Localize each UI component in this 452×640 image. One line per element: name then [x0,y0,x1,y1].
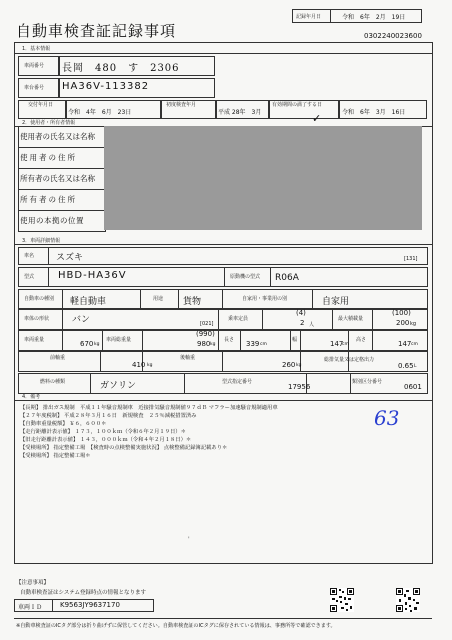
remarks-line-7: 【受検場所】 指定整備工場＊ [20,453,91,459]
first-reg-value: 平成 28年 3月 [218,109,262,116]
displacement-value: 0.65 [398,362,414,370]
maxload-value: 200 [396,319,410,327]
qr-code-1 [330,588,354,612]
section1-heading: 1．基本情報 [22,46,51,52]
first-reg-label: 初度検査年月 [166,102,197,108]
rear-axle-label: 後軸重 [180,355,196,361]
gross-label: 車両総重量 [106,337,132,343]
maker-value: スズキ [56,253,84,263]
section2-heading: 2．使用者・所有者情報 [22,120,76,126]
expiry-label: 有効期間の満了する日 [272,102,323,108]
section3-heading: 3．車両詳細情報 [22,238,61,244]
rear-axle-unit: kg [296,363,302,368]
length-unit: cm [260,342,267,347]
model-label: 型式 [24,274,35,280]
remarks-line-3: 【自動車重量税額】 ￥６，６００＊ [20,421,107,427]
vehicle-id-value: K9563JY9637170 [60,601,120,609]
displacement-label: 総排気量又は定格出力 [324,357,375,363]
handwritten-number: 63 [374,406,400,430]
qr-code-2 [396,588,420,612]
category-label: 自動車の種別 [24,296,55,302]
front-axle-unit: kg [147,363,153,368]
height-value: 147 [398,340,412,348]
notice-line: 自動車検査証はシステム登録時点の情報となります [20,590,146,596]
front-axle-value: 410 [132,361,146,369]
stray-mark: ' [188,536,190,543]
height-unit: cm [411,342,418,347]
engine-label: 原動機の型式 [230,274,261,280]
issue-value: 令和 4年 6月 23日 [68,109,132,116]
engine-value: R06A [275,273,299,283]
rear-axle-value: 260 [282,361,296,369]
capacity-label: 乗車定員 [228,316,249,322]
plate-label: 車両番号 [24,63,45,69]
business-label: 自家用・事業用の別 [242,296,288,302]
vehicle-id-label: 車両ＩＤ [18,604,43,611]
width-label: 幅 [292,337,298,343]
expiry-value: 令和 6年 3月 16日 [342,109,406,116]
bottom-note: ※自動車検査証のICタグ部分は折り曲げずに保管してください。自動車検査証のICタグに保存されている情報は、事務所等で確認できます。 [16,623,336,629]
plate-value: 長岡 480 す 2306 [62,63,180,74]
user-name-label: 使用者の氏名又は名称 [20,132,95,141]
record-date-label: 記録年月日 [296,14,322,20]
fuel-label: 燃料の種類 [40,379,66,385]
business-value: 自家用 [322,297,350,307]
body-code: [021] [200,321,214,327]
maxload-label: 最大積載量 [338,316,364,322]
owner-name-label: 所有者の氏名又は名称 [20,174,95,183]
capacity-value: 2 [300,319,305,327]
fuel-value: ガソリン [100,381,137,391]
weight-value: 670 [80,340,94,348]
section4-heading: 4．備考 [22,394,41,400]
remarks-line-1: 【長期】 排出ガス規制 平成１１年騒音規制車 近接排気騒音規制値９７ｄＢ マフラー加速騒音規制適用車 [20,405,278,411]
maker-label: 車名 [24,253,35,259]
gross-unit: kg [210,342,216,347]
capacity-top: (4) [296,309,306,317]
body-label: 車体の形状 [24,316,50,322]
remarks-line-2: 【２７年度税制】 平成２８年３月１６日 新規検査 ２５％減税措置済み [20,413,197,419]
base-location-label: 使用の本拠の位置 [20,216,84,225]
issue-label: 交付年月日 [28,102,54,108]
use-value: 貨物 [183,297,202,307]
owner-address-label: 所有者の住所 [20,195,77,204]
weight-unit: kg [94,342,100,347]
chassis-label: 車台番号 [24,85,45,91]
class-label: 類別区分番号 [352,379,383,385]
category-value: 軽自動車 [70,297,107,307]
length-label: 長さ [224,337,235,343]
front-axle-label: 前軸重 [50,355,66,361]
maxload-top: (100) [392,309,411,317]
use-label: 用途 [153,296,164,302]
user-address-label: 使用者の住所 [20,153,77,162]
chassis-value: HA36V-113382 [62,81,150,92]
maker-code: [131] [404,256,418,262]
document-title: 自動車検査証記録事項 [16,22,177,40]
weight-label: 車両重量 [24,337,45,343]
remarks-line-4: 【走行距離計表示値】 １７３，１００ｋｍ（令和６年２月１９日）＊ [20,429,186,435]
capacity-unit: 人 [309,322,315,328]
remarks-line-6: 【受検場所】 指定整備工場 【検査時の点検整備実施状況】 点検整備記録簿記載あり＊ [20,445,228,451]
model-value: HBD-HA36V [58,270,127,281]
redacted-owner-block [104,126,422,230]
notice-heading: 【注意事項】 [16,580,50,586]
displacement-unit: L [414,364,417,369]
document-number: 0302240023600 [364,32,422,40]
class-value: 0601 [404,383,422,391]
remarks-line-5: 【旧走行距離計表示値】 １４３，０００ｋｍ（令和４年２月１８日）＊ [20,437,192,443]
length-value: 339 [246,340,260,348]
maxload-unit: kg [410,321,417,327]
type-approval-label: 型式指定番号 [222,379,253,385]
check-mark: ✓ [312,112,322,125]
width-value: 147 [330,340,344,348]
type-approval-value: 17956 [288,383,311,391]
width-unit: cm [342,342,349,347]
height-label: 高さ [356,337,367,343]
gross-top: (990) [196,330,215,338]
record-date-value: 令和 6年 2月 19日 [342,14,406,21]
body-value: バン [72,315,91,325]
gross-value: 980 [197,340,211,348]
